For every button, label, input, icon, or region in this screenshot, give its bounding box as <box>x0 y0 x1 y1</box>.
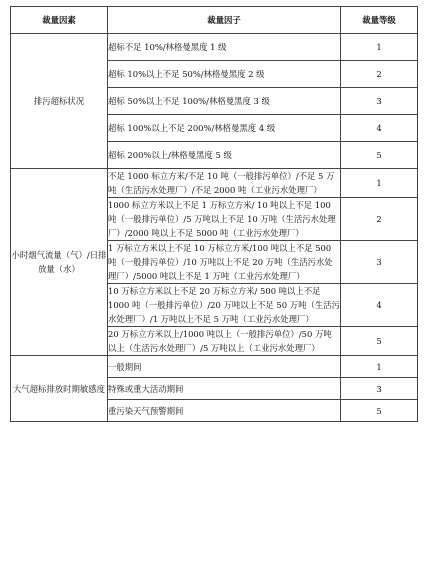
category-cell: 排污超标状况 <box>11 34 108 169</box>
factor-cell: 重污染天气预警期间 <box>108 400 341 422</box>
factor-cell: 超标 10%以上不足 50%/林格曼黑度 2 级 <box>108 61 341 88</box>
level-cell: 1 <box>341 169 418 198</box>
factor-cell: 10 万标立方米以上不足 20 万标立方米/ 500 吨以上不足 1000 吨（一般排污单位）/20 万吨以上不足 50 万吨（生活污水处理厂）/1 万吨以上不足 5 万吨（工业污水处理厂） <box>108 284 341 327</box>
category-cell: 大气超标排放时期敏感度 <box>11 356 108 422</box>
factor-cell: 超标 200%以上/林格曼黑度 5 级 <box>108 142 341 169</box>
header-factor: 裁量因子 <box>108 7 341 34</box>
discretion-table <box>10 6 418 422</box>
level-cell: 2 <box>341 198 418 241</box>
category-cell: 小时烟气流量（气）/日排放量（水） <box>11 169 108 356</box>
level-cell: 5 <box>341 142 418 169</box>
level-cell: 3 <box>341 88 418 115</box>
level-cell: 1 <box>341 356 418 378</box>
factor-cell: 一般期间 <box>108 356 341 378</box>
level-cell: 3 <box>341 241 418 284</box>
header-category: 裁量因素 <box>11 7 108 34</box>
level-cell: 2 <box>341 61 418 88</box>
factor-cell: 特殊或重大活动期间 <box>108 378 341 400</box>
factor-cell: 不足 1000 标立方米/不足 10 吨（一般排污单位）/不足 5 万吨（生活污水处理厂）/不足 2000 吨（工业污水处理厂） <box>108 169 341 198</box>
level-cell: 5 <box>341 400 418 422</box>
header-row <box>11 7 418 34</box>
header-level: 裁量等级 <box>341 7 418 34</box>
level-cell: 3 <box>341 378 418 400</box>
table-row <box>11 356 418 378</box>
level-cell: 5 <box>341 327 418 356</box>
level-cell: 4 <box>341 284 418 327</box>
factor-cell: 1000 标立方米以上不足 1 万标立方米/ 10 吨以上不足 100 吨（一般排污单位）/5 万吨以上不足 10 万吨（生活污水处理厂）/2000 吨以上不足 5000 吨（工业污水处理厂） <box>108 198 341 241</box>
factor-cell: 超标不足 10%/林格曼黑度 1 级 <box>108 34 341 61</box>
level-cell: 4 <box>341 115 418 142</box>
factor-cell: 1 万标立方米以上不足 10 万标立方米/100 吨以上不足 500 吨（一般排污单位）/10 万吨以上不足 20 万吨（生活污水处理厂）/5000 吨以上不足 1 万吨（工业污水处理厂） <box>108 241 341 284</box>
factor-cell: 20 万标立方米以上/1000 吨以上（一般排污单位）/50 万吨以上（生活污水处理厂）/5 万吨以上（工业污水处理厂） <box>108 327 341 356</box>
level-cell: 1 <box>341 34 418 61</box>
table-row <box>11 169 418 198</box>
factor-cell: 超标 50%以上不足 100%/林格曼黑度 3 级 <box>108 88 341 115</box>
factor-cell: 超标 100%以上不足 200%/林格曼黑度 4 级 <box>108 115 341 142</box>
table-row <box>11 34 418 61</box>
